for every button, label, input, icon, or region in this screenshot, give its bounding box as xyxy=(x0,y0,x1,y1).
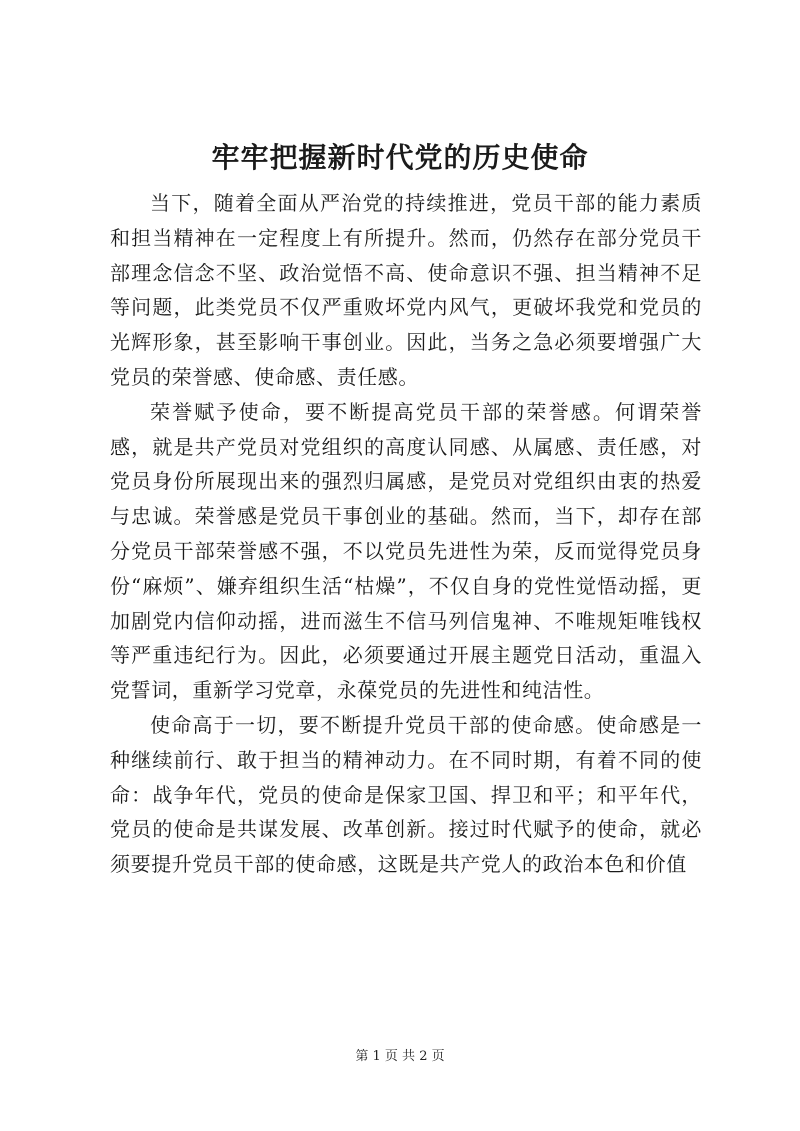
paragraph-3: 使命高于一切，要不断提升党员干部的使命感。使命感是一种继续前行、敢于担当的精神动力。在不同时期，有着不同的使命：战争年代，党员的使命是保家卫国、捍卫和平；和平年代，党员的使命是共谋发展、改革创新。接过时代赋予的使命，就必须要提升党员干部的使命感，这既是共产党人的政治本色和价值 xyxy=(110,712,702,877)
page-footer: 第 1 页 共 2 页 xyxy=(355,1049,445,1064)
paragraph-1: 当下，随着全面从严治党的持续推进，党员干部的能力素质和担当精神在一定程度上有所提升。然而，仍然存在部分党员干部理念信念不坚、政治觉悟不高、使命意识不强、担当精神不足等问题，此类党员不仅严重败坏党内风气，更破坏我党和党员的光辉形象，甚至影响干事创业。因此，当务之急必须要增强广大党员的荣誉感、使命感、责任感。 xyxy=(110,191,702,389)
document-title: 牢牢把握新时代党的历史使命 xyxy=(211,141,589,174)
paragraph-2: 荣誉赋予使命，要不断提高党员干部的荣誉感。何谓荣誉感，就是共产党员对党组织的高度认同感、从属感、责任感，对党员身份所展现出来的强烈归属感，是党员对党组织由衷的热爱与忠诚。荣誉感是党员干事创业的基础。然而，当下，却存在部分党员干部荣誉感不强，不以党员先进性为荣，反而觉得党员身份“麻烦”、嫌弃组织生活“枯燥”，不仅自身的党性觉悟动摇，更加剧党内信仰动摇，进而滋生不信马列信鬼神、不唯规矩唯钱权等严重违纪行为。因此，必须要通过开展主题党日活动，重温入党誓词，重新学习党章，永葆党员的先进性和纯洁性。 xyxy=(110,399,702,703)
document-body xyxy=(110,186,702,882)
